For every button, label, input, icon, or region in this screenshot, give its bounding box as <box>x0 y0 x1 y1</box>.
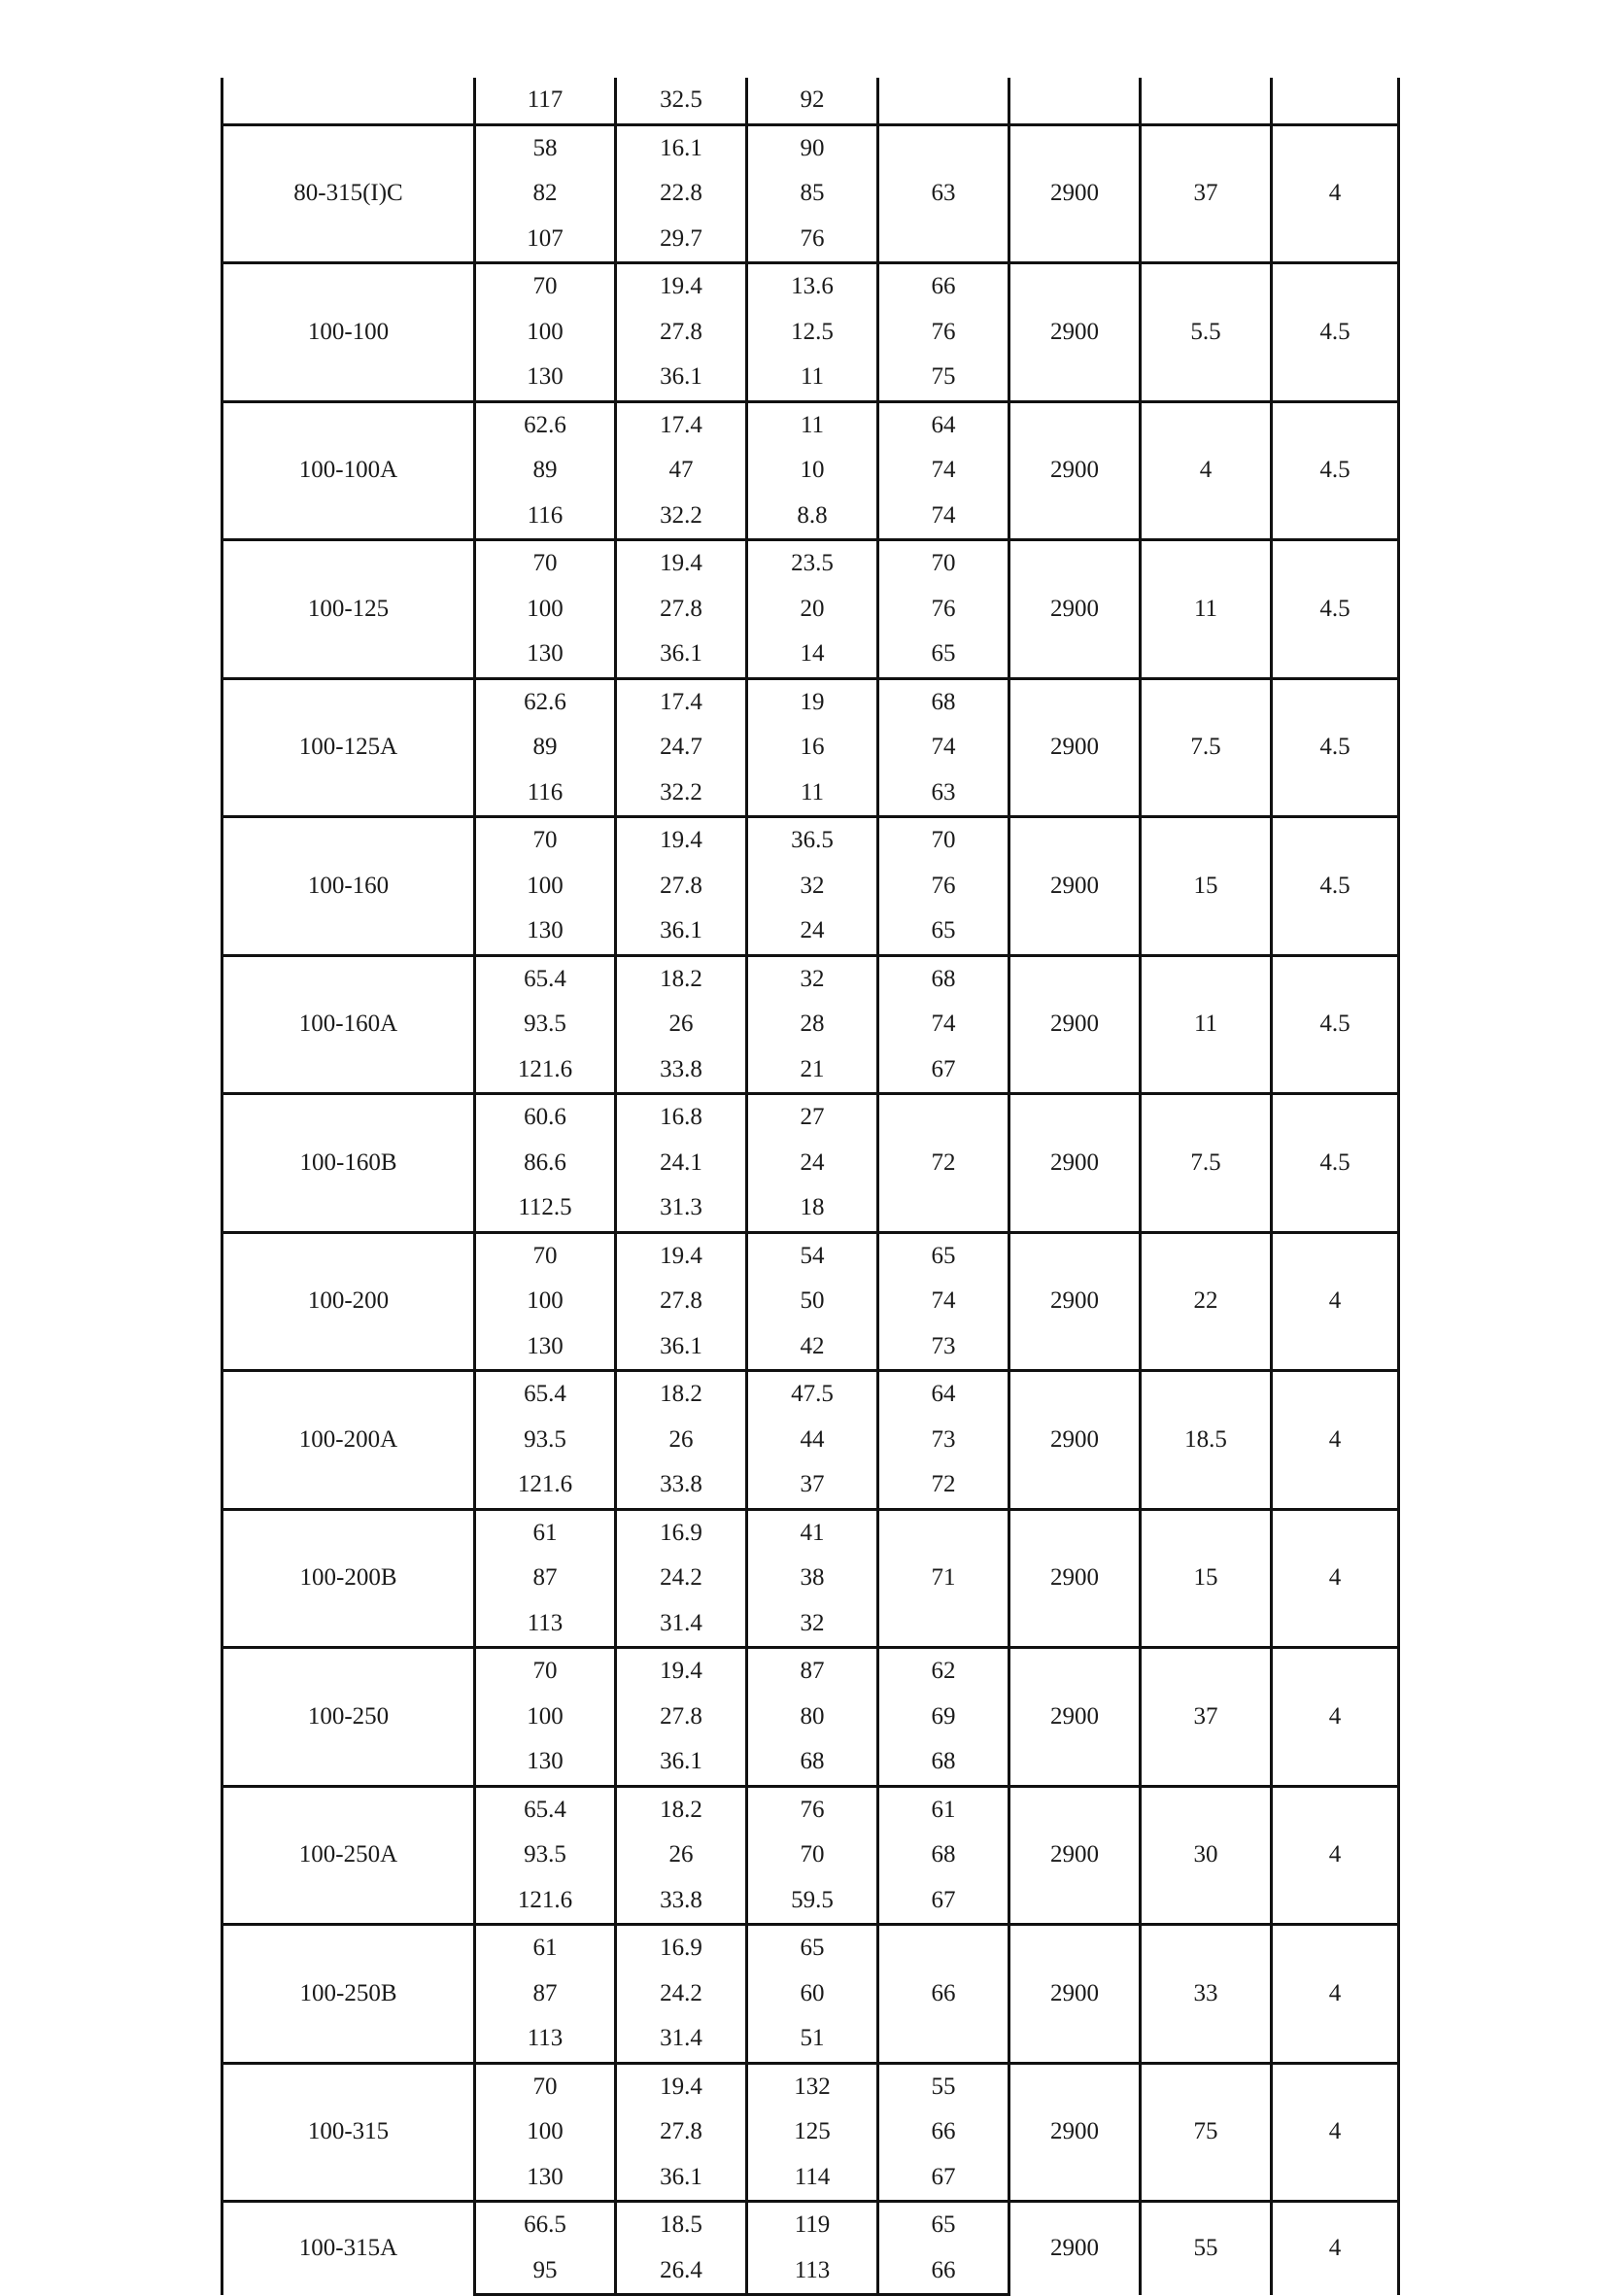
flow-ls-cell: 32.2 <box>616 494 747 540</box>
model-cell: 100-250B <box>222 1925 475 2064</box>
efficiency-cell: 74 <box>878 725 1009 771</box>
npsh-cell: 4.5 <box>1272 263 1399 402</box>
flow-m3h-cell: 93.5 <box>475 1418 616 1463</box>
efficiency-cell: 70 <box>878 817 1009 864</box>
table-row <box>222 817 1399 864</box>
flow-ls-cell: 16.9 <box>616 1925 747 1971</box>
power-cell: 18.5 <box>1141 1371 1272 1510</box>
power-cell: 4 <box>1141 401 1272 540</box>
flow-ls-cell: 24.1 <box>616 1141 747 1186</box>
flow-m3h-cell: 130 <box>475 1739 616 1786</box>
flow-ls-cell: 24.2 <box>616 1556 747 1601</box>
head-m-cell: 10 <box>747 448 878 494</box>
npsh-cell: 4.5 <box>1272 817 1399 956</box>
flow-ls-cell: 16.9 <box>616 1509 747 1556</box>
head-m-cell: 32 <box>747 955 878 1002</box>
efficiency-cell: 61 <box>878 1786 1009 1833</box>
flow-m3h-cell: 60.6 <box>475 1094 616 1141</box>
head-m-cell: 32 <box>747 864 878 909</box>
efficiency-cell: 65 <box>878 2202 1009 2248</box>
flow-ls-cell: 36.1 <box>616 355 747 401</box>
efficiency-cell: 74 <box>878 1279 1009 1324</box>
efficiency-cell: 74 <box>878 448 1009 494</box>
flow-ls-cell: 17.4 <box>616 401 747 448</box>
power-cell: 11 <box>1141 540 1272 679</box>
table-row <box>222 1094 1399 1141</box>
npsh-cell: 4 <box>1272 1371 1399 1510</box>
flow-m3h-cell: 121.6 <box>475 1462 616 1509</box>
efficiency-cell: 76 <box>878 310 1009 356</box>
power-cell: 30 <box>1141 1786 1272 1925</box>
flow-m3h-cell: 86.6 <box>475 1141 616 1186</box>
speed-cell: 2900 <box>1009 1371 1141 1510</box>
power-cell <box>1141 78 1272 124</box>
flow-ls-cell: 19.4 <box>616 817 747 864</box>
flow-m3h-cell: 82 <box>475 171 616 217</box>
head-m-cell: 70 <box>747 1833 878 1878</box>
head-m-cell: 92 <box>747 78 878 124</box>
flow-ls-cell: 29.7 <box>616 217 747 263</box>
head-m-cell: 18 <box>747 1185 878 1232</box>
npsh-cell: 4.5 <box>1272 401 1399 540</box>
flow-ls-cell: 27.8 <box>616 1695 747 1740</box>
flow-ls-cell: 47 <box>616 448 747 494</box>
flow-ls-cell: 26 <box>616 1833 747 1878</box>
flow-ls-cell: 19.4 <box>616 1648 747 1695</box>
power-cell: 75 <box>1141 2063 1272 2202</box>
speed-cell: 2900 <box>1009 955 1141 1094</box>
efficiency-cell: 64 <box>878 1371 1009 1418</box>
efficiency-cell: 73 <box>878 1324 1009 1371</box>
flow-m3h-cell: 130 <box>475 908 616 955</box>
head-m-cell: 76 <box>747 1786 878 1833</box>
flow-ls-cell: 33.8 <box>616 1047 747 1094</box>
head-m-cell: 11 <box>747 771 878 817</box>
head-m-cell: 50 <box>747 1279 878 1324</box>
flow-m3h-cell: 100 <box>475 1279 616 1324</box>
model-cell: 100-125 <box>222 540 475 679</box>
flow-ls-cell: 18.5 <box>616 2202 747 2248</box>
model-cell: 100-125A <box>222 678 475 817</box>
power-cell: 37 <box>1141 124 1272 263</box>
head-m-cell: 36.5 <box>747 817 878 864</box>
flow-ls-cell: 27.8 <box>616 1279 747 1324</box>
flow-ls-cell: 18.2 <box>616 1371 747 1418</box>
npsh-cell: 4 <box>1272 2063 1399 2202</box>
flow-m3h-cell: 93.5 <box>475 1002 616 1047</box>
flow-m3h-cell: 58 <box>475 124 616 171</box>
speed-cell <box>1009 78 1141 124</box>
flow-m3h-cell: 87 <box>475 1971 616 2017</box>
flow-m3h-cell: 116 <box>475 771 616 817</box>
speed-cell: 2900 <box>1009 1232 1141 1371</box>
flow-m3h-cell: 116 <box>475 494 616 540</box>
speed-cell: 2900 <box>1009 263 1141 402</box>
flow-m3h-cell: 113 <box>475 2016 616 2063</box>
flow-ls-cell: 36.1 <box>616 1739 747 1786</box>
head-m-cell: 42 <box>747 1324 878 1371</box>
head-m-cell: 119 <box>747 2202 878 2248</box>
npsh-cell: 4 <box>1272 1509 1399 1648</box>
npsh-cell: 4 <box>1272 2202 1399 2295</box>
table-row <box>222 124 1399 171</box>
efficiency-cell: 68 <box>878 1833 1009 1878</box>
flow-m3h-cell: 70 <box>475 540 616 587</box>
head-m-cell: 21 <box>747 1047 878 1094</box>
flow-m3h-cell: 61 <box>475 1509 616 1556</box>
head-m-cell: 87 <box>747 1648 878 1695</box>
head-m-cell: 38 <box>747 1556 878 1601</box>
flow-m3h-cell: 100 <box>475 1695 616 1740</box>
flow-ls-cell: 18.2 <box>616 955 747 1002</box>
efficiency-cell: 76 <box>878 587 1009 633</box>
flow-ls-cell: 31.4 <box>616 2016 747 2063</box>
flow-m3h-cell: 95 <box>475 2248 616 2295</box>
table-row <box>222 401 1399 448</box>
flow-m3h-cell: 70 <box>475 2063 616 2109</box>
flow-ls-cell: 32.2 <box>616 771 747 817</box>
head-m-cell: 28 <box>747 1002 878 1047</box>
table-row <box>222 2063 1399 2109</box>
efficiency-cell: 68 <box>878 678 1009 725</box>
power-cell: 55 <box>1141 2202 1272 2295</box>
efficiency-cell: 64 <box>878 401 1009 448</box>
power-cell: 11 <box>1141 955 1272 1094</box>
flow-ls-cell: 33.8 <box>616 1878 747 1925</box>
efficiency-cell: 65 <box>878 632 1009 678</box>
table-row <box>222 1925 1399 1971</box>
flow-m3h-cell: 117 <box>475 78 616 124</box>
flow-m3h-cell: 65.4 <box>475 955 616 1002</box>
power-cell: 7.5 <box>1141 1094 1272 1233</box>
head-m-cell: 32 <box>747 1601 878 1648</box>
model-cell: 100-200B <box>222 1509 475 1648</box>
head-m-cell: 132 <box>747 2063 878 2109</box>
head-m-cell: 41 <box>747 1509 878 1556</box>
speed-cell: 2900 <box>1009 124 1141 263</box>
head-m-cell: 65 <box>747 1925 878 1971</box>
efficiency-cell: 76 <box>878 864 1009 909</box>
npsh-cell: 4 <box>1272 1648 1399 1787</box>
flow-m3h-cell: 130 <box>475 355 616 401</box>
npsh-cell: 4 <box>1272 1925 1399 2064</box>
speed-cell: 2900 <box>1009 1509 1141 1648</box>
head-m-cell: 47.5 <box>747 1371 878 1418</box>
head-m-cell: 24 <box>747 908 878 955</box>
efficiency-cell: 66 <box>878 2248 1009 2295</box>
flow-m3h-cell: 113 <box>475 1601 616 1648</box>
npsh-cell: 4 <box>1272 1786 1399 1925</box>
efficiency-cell: 67 <box>878 1047 1009 1094</box>
flow-m3h-cell: 112.5 <box>475 1185 616 1232</box>
table-row <box>222 2202 1399 2248</box>
flow-ls-cell: 26.4 <box>616 2248 747 2295</box>
flow-m3h-cell: 87 <box>475 1556 616 1601</box>
flow-ls-cell: 26 <box>616 1002 747 1047</box>
efficiency-cell: 67 <box>878 2155 1009 2202</box>
head-m-cell: 113 <box>747 2248 878 2295</box>
model-cell <box>222 78 475 124</box>
flow-ls-cell: 36.1 <box>616 632 747 678</box>
flow-m3h-cell: 70 <box>475 817 616 864</box>
efficiency-cell: 75 <box>878 355 1009 401</box>
flow-ls-cell: 19.4 <box>616 540 747 587</box>
flow-m3h-cell: 121.6 <box>475 1878 616 1925</box>
flow-ls-cell: 27.8 <box>616 587 747 633</box>
efficiency-cell: 73 <box>878 1418 1009 1463</box>
head-m-cell: 23.5 <box>747 540 878 587</box>
npsh-cell: 4.5 <box>1272 955 1399 1094</box>
efficiency-cell: 67 <box>878 1878 1009 1925</box>
flow-m3h-cell: 70 <box>475 263 616 310</box>
head-m-cell: 20 <box>747 587 878 633</box>
flow-ls-cell: 17.4 <box>616 678 747 725</box>
npsh-cell <box>1272 78 1399 124</box>
power-cell: 22 <box>1141 1232 1272 1371</box>
head-m-cell: 11 <box>747 401 878 448</box>
npsh-cell: 4.5 <box>1272 540 1399 679</box>
flow-ls-cell: 18.2 <box>616 1786 747 1833</box>
speed-cell: 2900 <box>1009 2202 1141 2295</box>
model-cell: 100-160 <box>222 817 475 956</box>
power-cell: 37 <box>1141 1648 1272 1787</box>
model-cell: 100-250 <box>222 1648 475 1787</box>
flow-ls-cell: 36.1 <box>616 1324 747 1371</box>
flow-ls-cell: 16.8 <box>616 1094 747 1141</box>
efficiency-cell: 68 <box>878 1739 1009 1786</box>
head-m-cell: 44 <box>747 1418 878 1463</box>
flow-m3h-cell: 62.6 <box>475 401 616 448</box>
npsh-cell: 4.5 <box>1272 1094 1399 1233</box>
flow-ls-cell: 36.1 <box>616 908 747 955</box>
flow-ls-cell: 19.4 <box>616 2063 747 2109</box>
efficiency-cell: 68 <box>878 955 1009 1002</box>
flow-ls-cell: 19.4 <box>616 263 747 310</box>
model-cell: 100-200 <box>222 1232 475 1371</box>
flow-ls-cell: 33.8 <box>616 1462 747 1509</box>
efficiency-cell: 65 <box>878 1232 1009 1279</box>
flow-m3h-cell: 100 <box>475 310 616 356</box>
head-m-cell: 54 <box>747 1232 878 1279</box>
speed-cell: 2900 <box>1009 817 1141 956</box>
power-cell: 15 <box>1141 817 1272 956</box>
table-row <box>222 678 1399 725</box>
flow-m3h-cell: 62.6 <box>475 678 616 725</box>
power-cell: 33 <box>1141 1925 1272 2064</box>
table-body <box>222 78 1399 2295</box>
table-row <box>222 1232 1399 1279</box>
model-cell: 100-100 <box>222 263 475 402</box>
speed-cell: 2900 <box>1009 678 1141 817</box>
table-row <box>222 955 1399 1002</box>
flow-m3h-cell: 70 <box>475 1648 616 1695</box>
power-cell: 7.5 <box>1141 678 1272 817</box>
flow-ls-cell: 22.8 <box>616 171 747 217</box>
flow-m3h-cell: 65.4 <box>475 1786 616 1833</box>
efficiency-cell: 66 <box>878 1925 1009 2064</box>
head-m-cell: 60 <box>747 1971 878 2017</box>
speed-cell: 2900 <box>1009 401 1141 540</box>
table-row <box>222 1371 1399 1418</box>
head-m-cell: 27 <box>747 1094 878 1141</box>
model-cell: 100-200A <box>222 1371 475 1510</box>
speed-cell: 2900 <box>1009 1925 1141 2064</box>
model-cell: 100-315A <box>222 2202 475 2295</box>
head-m-cell: 51 <box>747 2016 878 2063</box>
pump-performance-table <box>221 78 1400 2296</box>
model-cell: 100-160A <box>222 955 475 1094</box>
head-m-cell: 14 <box>747 632 878 678</box>
efficiency-cell: 69 <box>878 1695 1009 1740</box>
flow-ls-cell: 36.1 <box>616 2155 747 2202</box>
efficiency-cell: 55 <box>878 2063 1009 2109</box>
speed-cell: 2900 <box>1009 1648 1141 1787</box>
flow-ls-cell: 27.8 <box>616 310 747 356</box>
efficiency-cell: 66 <box>878 2109 1009 2155</box>
flow-m3h-cell: 65.4 <box>475 1371 616 1418</box>
flow-ls-cell: 19.4 <box>616 1232 747 1279</box>
head-m-cell: 37 <box>747 1462 878 1509</box>
table-row <box>222 1648 1399 1695</box>
flow-m3h-cell: 107 <box>475 217 616 263</box>
flow-m3h-cell: 121.6 <box>475 1047 616 1094</box>
head-m-cell: 80 <box>747 1695 878 1740</box>
head-m-cell: 24 <box>747 1141 878 1186</box>
efficiency-cell: 63 <box>878 771 1009 817</box>
speed-cell: 2900 <box>1009 1786 1141 1925</box>
efficiency-cell: 72 <box>878 1462 1009 1509</box>
flow-m3h-cell: 100 <box>475 587 616 633</box>
flow-ls-cell: 32.5 <box>616 78 747 124</box>
efficiency-cell: 74 <box>878 494 1009 540</box>
flow-m3h-cell: 93.5 <box>475 1833 616 1878</box>
model-cell: 80-315(I)C <box>222 124 475 263</box>
flow-m3h-cell: 89 <box>475 725 616 771</box>
head-m-cell: 90 <box>747 124 878 171</box>
speed-cell: 2900 <box>1009 1094 1141 1233</box>
head-m-cell: 68 <box>747 1739 878 1786</box>
flow-m3h-cell: 66.5 <box>475 2202 616 2248</box>
head-m-cell: 16 <box>747 725 878 771</box>
flow-m3h-cell: 100 <box>475 2109 616 2155</box>
head-m-cell: 12.5 <box>747 310 878 356</box>
flow-m3h-cell: 100 <box>475 864 616 909</box>
flow-ls-cell: 16.1 <box>616 124 747 171</box>
flow-m3h-cell: 89 <box>475 448 616 494</box>
head-m-cell: 76 <box>747 217 878 263</box>
efficiency-cell: 66 <box>878 263 1009 310</box>
flow-ls-cell: 27.8 <box>616 864 747 909</box>
npsh-cell: 4.5 <box>1272 678 1399 817</box>
head-m-cell: 13.6 <box>747 263 878 310</box>
npsh-cell: 4 <box>1272 124 1399 263</box>
power-cell: 15 <box>1141 1509 1272 1648</box>
flow-ls-cell: 26 <box>616 1418 747 1463</box>
model-cell: 100-160B <box>222 1094 475 1233</box>
head-m-cell: 125 <box>747 2109 878 2155</box>
table-row <box>222 78 1399 124</box>
flow-ls-cell: 24.2 <box>616 1971 747 2017</box>
flow-m3h-cell: 61 <box>475 1925 616 1971</box>
npsh-cell: 4 <box>1272 1232 1399 1371</box>
speed-cell: 2900 <box>1009 540 1141 679</box>
flow-ls-cell: 31.4 <box>616 1601 747 1648</box>
table-row <box>222 263 1399 310</box>
flow-ls-cell: 27.8 <box>616 2109 747 2155</box>
model-cell: 100-315 <box>222 2063 475 2202</box>
table-row <box>222 1786 1399 1833</box>
model-cell: 100-100A <box>222 401 475 540</box>
flow-m3h-cell: 130 <box>475 2155 616 2202</box>
head-m-cell: 85 <box>747 171 878 217</box>
efficiency-cell: 70 <box>878 540 1009 587</box>
flow-ls-cell: 31.3 <box>616 1185 747 1232</box>
flow-m3h-cell: 130 <box>475 632 616 678</box>
efficiency-cell: 74 <box>878 1002 1009 1047</box>
model-cell: 100-250A <box>222 1786 475 1925</box>
flow-m3h-cell: 70 <box>475 1232 616 1279</box>
head-m-cell: 114 <box>747 2155 878 2202</box>
table-row <box>222 540 1399 587</box>
efficiency-cell: 62 <box>878 1648 1009 1695</box>
speed-cell: 2900 <box>1009 2063 1141 2202</box>
efficiency-cell: 63 <box>878 124 1009 263</box>
head-m-cell: 19 <box>747 678 878 725</box>
efficiency-cell <box>878 78 1009 124</box>
flow-ls-cell: 24.7 <box>616 725 747 771</box>
flow-m3h-cell: 130 <box>475 1324 616 1371</box>
power-cell: 5.5 <box>1141 263 1272 402</box>
table-row <box>222 1509 1399 1556</box>
efficiency-cell: 71 <box>878 1509 1009 1648</box>
head-m-cell: 11 <box>747 355 878 401</box>
efficiency-cell: 65 <box>878 908 1009 955</box>
head-m-cell: 8.8 <box>747 494 878 540</box>
efficiency-cell: 72 <box>878 1094 1009 1233</box>
head-m-cell: 59.5 <box>747 1878 878 1925</box>
